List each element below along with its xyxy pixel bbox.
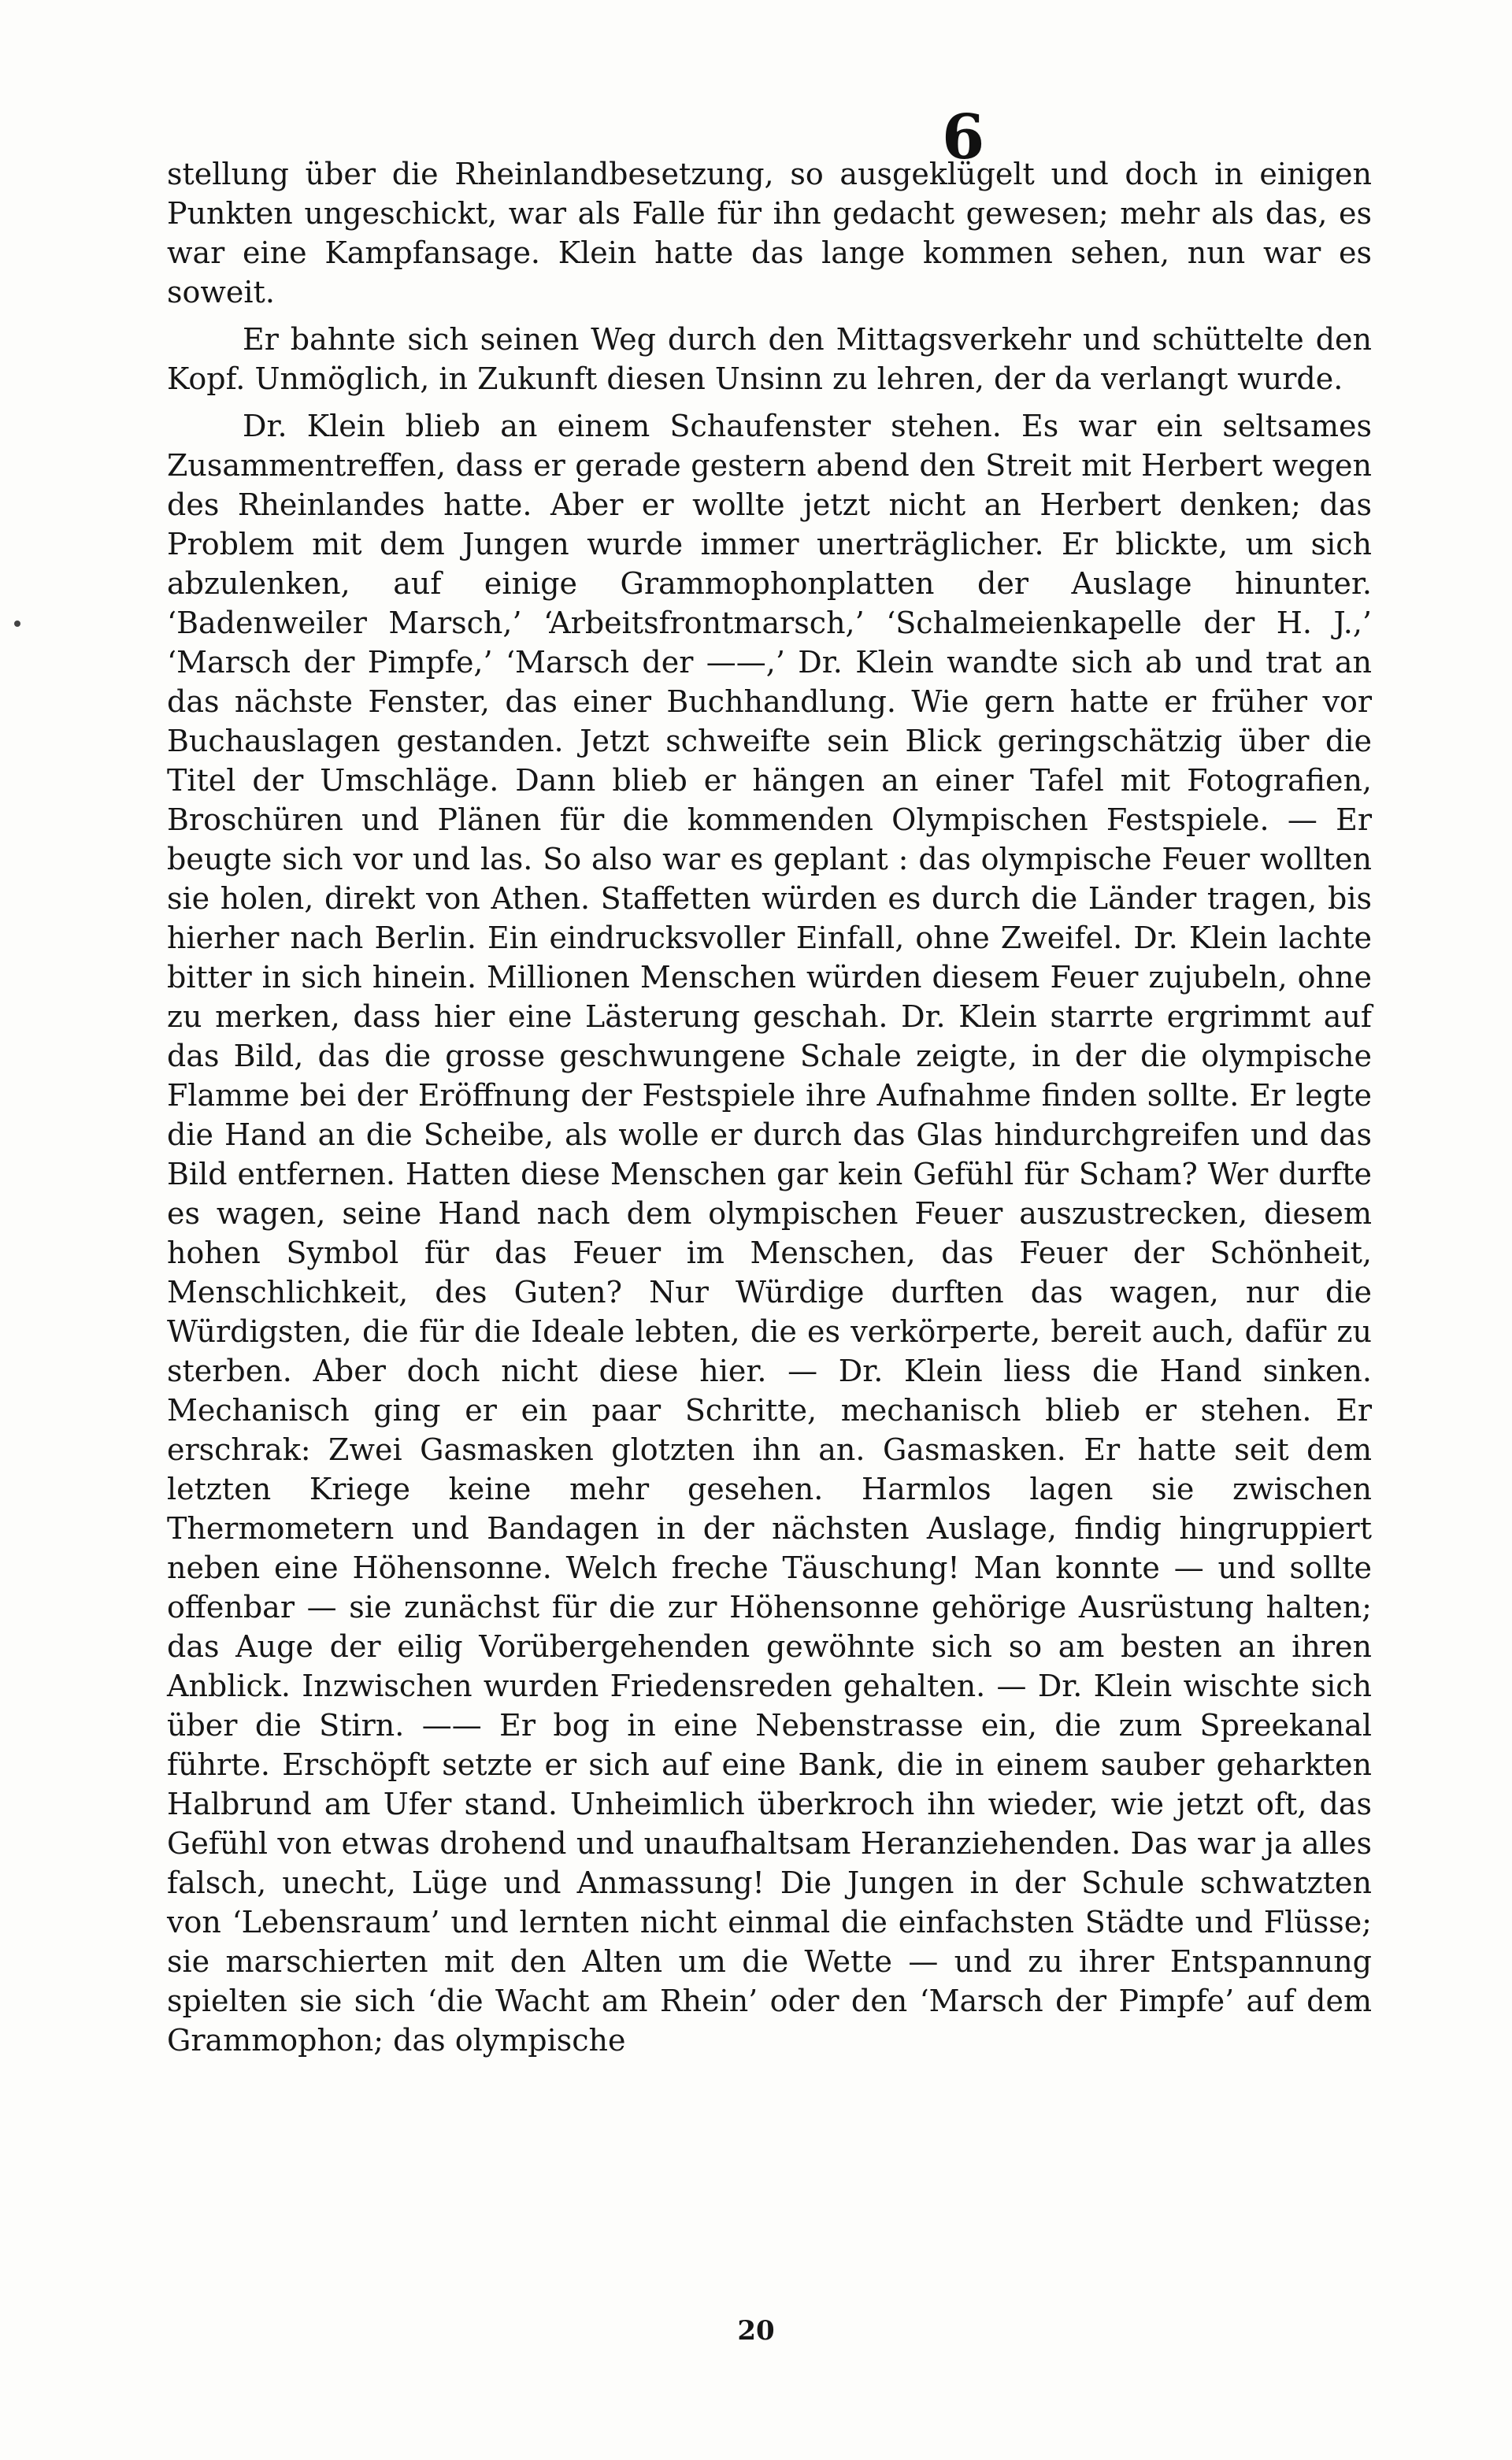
paragraph-2: Er bahnte sich seinen Weg durch den Mittagsverkehr und schüttelte den Kopf. Unmöglich, in Zukunft diesen Unsinn zu lehren, der da verlangt wurde. [167,322,1372,396]
page-number: 20 [737,2315,775,2347]
corner-page-mark: 6 [942,102,985,173]
paragraph-3: Dr. Klein blieb an einem Schaufenster stehen. Es war ein seltsames Zusammentreffen, dass er gerade gestern abend den Streit mit Herbert wegen des Rheinlandes hatte. Aber er wollte jetzt nicht an Herbert denken; das Problem mit dem Jungen wurde immer unerträglicher. Er blickte, um sich abzulenken, auf einige Grammophonplatten der Auslage hinunter. ‘Badenweiler Marsch,’ ‘Arbeitsfrontmarsch,’ ‘Schalmeienkapelle der H. J.,’ ‘Marsch der Pimpfe,’ ‘Marsch der ——,’ Dr. Klein wandte sich ab und trat an das nächste Fenster, das einer Buchhandlung. Wie gern hatte er früher vor Buchauslagen gestanden. Jetzt schweifte sein Blick geringschätzig über die Titel der Umschläge. Dann blieb er hängen an einer Tafel mit Fotografien, Broschüren und Plänen für die kommenden Olympischen Festspiele. — Er beugte sich vor und las. So also war es geplant : das olympische Feuer wollten sie holen, direkt von Athen. Staffetten würden es durch die Länder tragen, bis hierher nach Berlin. Ein eindrucksvoller Einfall, ohne Zweifel. Dr. Klein lachte bitter in sich hinein. Millionen Menschen würden diesem Feuer zujubeln, ohne zu merken, dass hier eine Lästerung geschah. Dr. Klein starrte ergrimmt auf das Bild, das die grosse geschwungene Schale zeigte, in der die olympische Flamme bei der Eröffnung der Festspiele ihre Aufnahme finden sollte. Er legte die Hand an die Scheibe, als wolle er durch das Glas hindurchgreifen und das Bild entfernen. Hatten diese Menschen gar kein Gefühl für Scham? Wer durfte es wagen, seine Hand nach dem olympischen Feuer auszustrecken, diesem hohen Symbol für das Feuer im Menschen, das Feuer der Schönheit, Menschlichkeit, des Guten? Nur Würdige durften das wagen, nur die Würdigsten, die für die Ideale lebten, die es verkörperte, bereit auch, dafür zu sterben. Aber doch nicht diese hier. — Dr. Klein liess die Hand sinken. Mechanisch ging er ein paar Schritte, mechanisch blieb er stehen. Er erschrak: Zwei Gasmasken glotzten ihn an. Gasmasken. Er hatte seit dem letzten Kriege keine mehr gesehen. Harmlos lagen sie zwischen Thermometern und Bandagen in der nächsten Auslage, findig hingruppiert neben eine Höhensonne. Welch freche Täuschung! Man konnte — und sollte offenbar — sie zunächst für die zur Höhensonne gehörige Ausrüstung halten; das Auge der eilig Vorübergehenden gewöhnte sich so am besten an ihren Anblick. Inzwischen wurden Friedensreden gehalten. — Dr. Klein wischte sich über die Stirn. —— Er bog in eine Nebenstrasse ein, die zum Spreekanal führte. Erschöpft setzte er sich auf eine Bank, die in einem sauber geharkten Halbrund am Ufer stand. Unheimlich überkroch ihn wieder, wie jetzt oft, das Gefühl von etwas drohend und unaufhaltsam Heranziehenden. Das war ja alles falsch, unecht, Lüge und Anmassung! Die Jungen in der Schule schwatzten von ‘Lebensraum’ und lernten nicht einmal die einfachsten Städte und Flüsse; sie marschierten mit den Alten um die Wette — und zu ihrer Entspannung spielten sie sich ‘die Wacht am Rhein’ oder den ‘Marsch der Pimpfe’ auf dem Grammophon; das olympische [167,409,1372,2058]
margin-speck [14,621,20,627]
paragraph-1: stellung über die Rheinlandbesetzung, so ausgeklügelt und doch in einigen Punkten ungeschickt, war als Falle für ihn gedacht gewesen; mehr als das, es war eine Kampfansage. Klein hatte das lange kommen sehen, nun war es soweit. [167,157,1372,309]
body-text [167,154,1372,2068]
